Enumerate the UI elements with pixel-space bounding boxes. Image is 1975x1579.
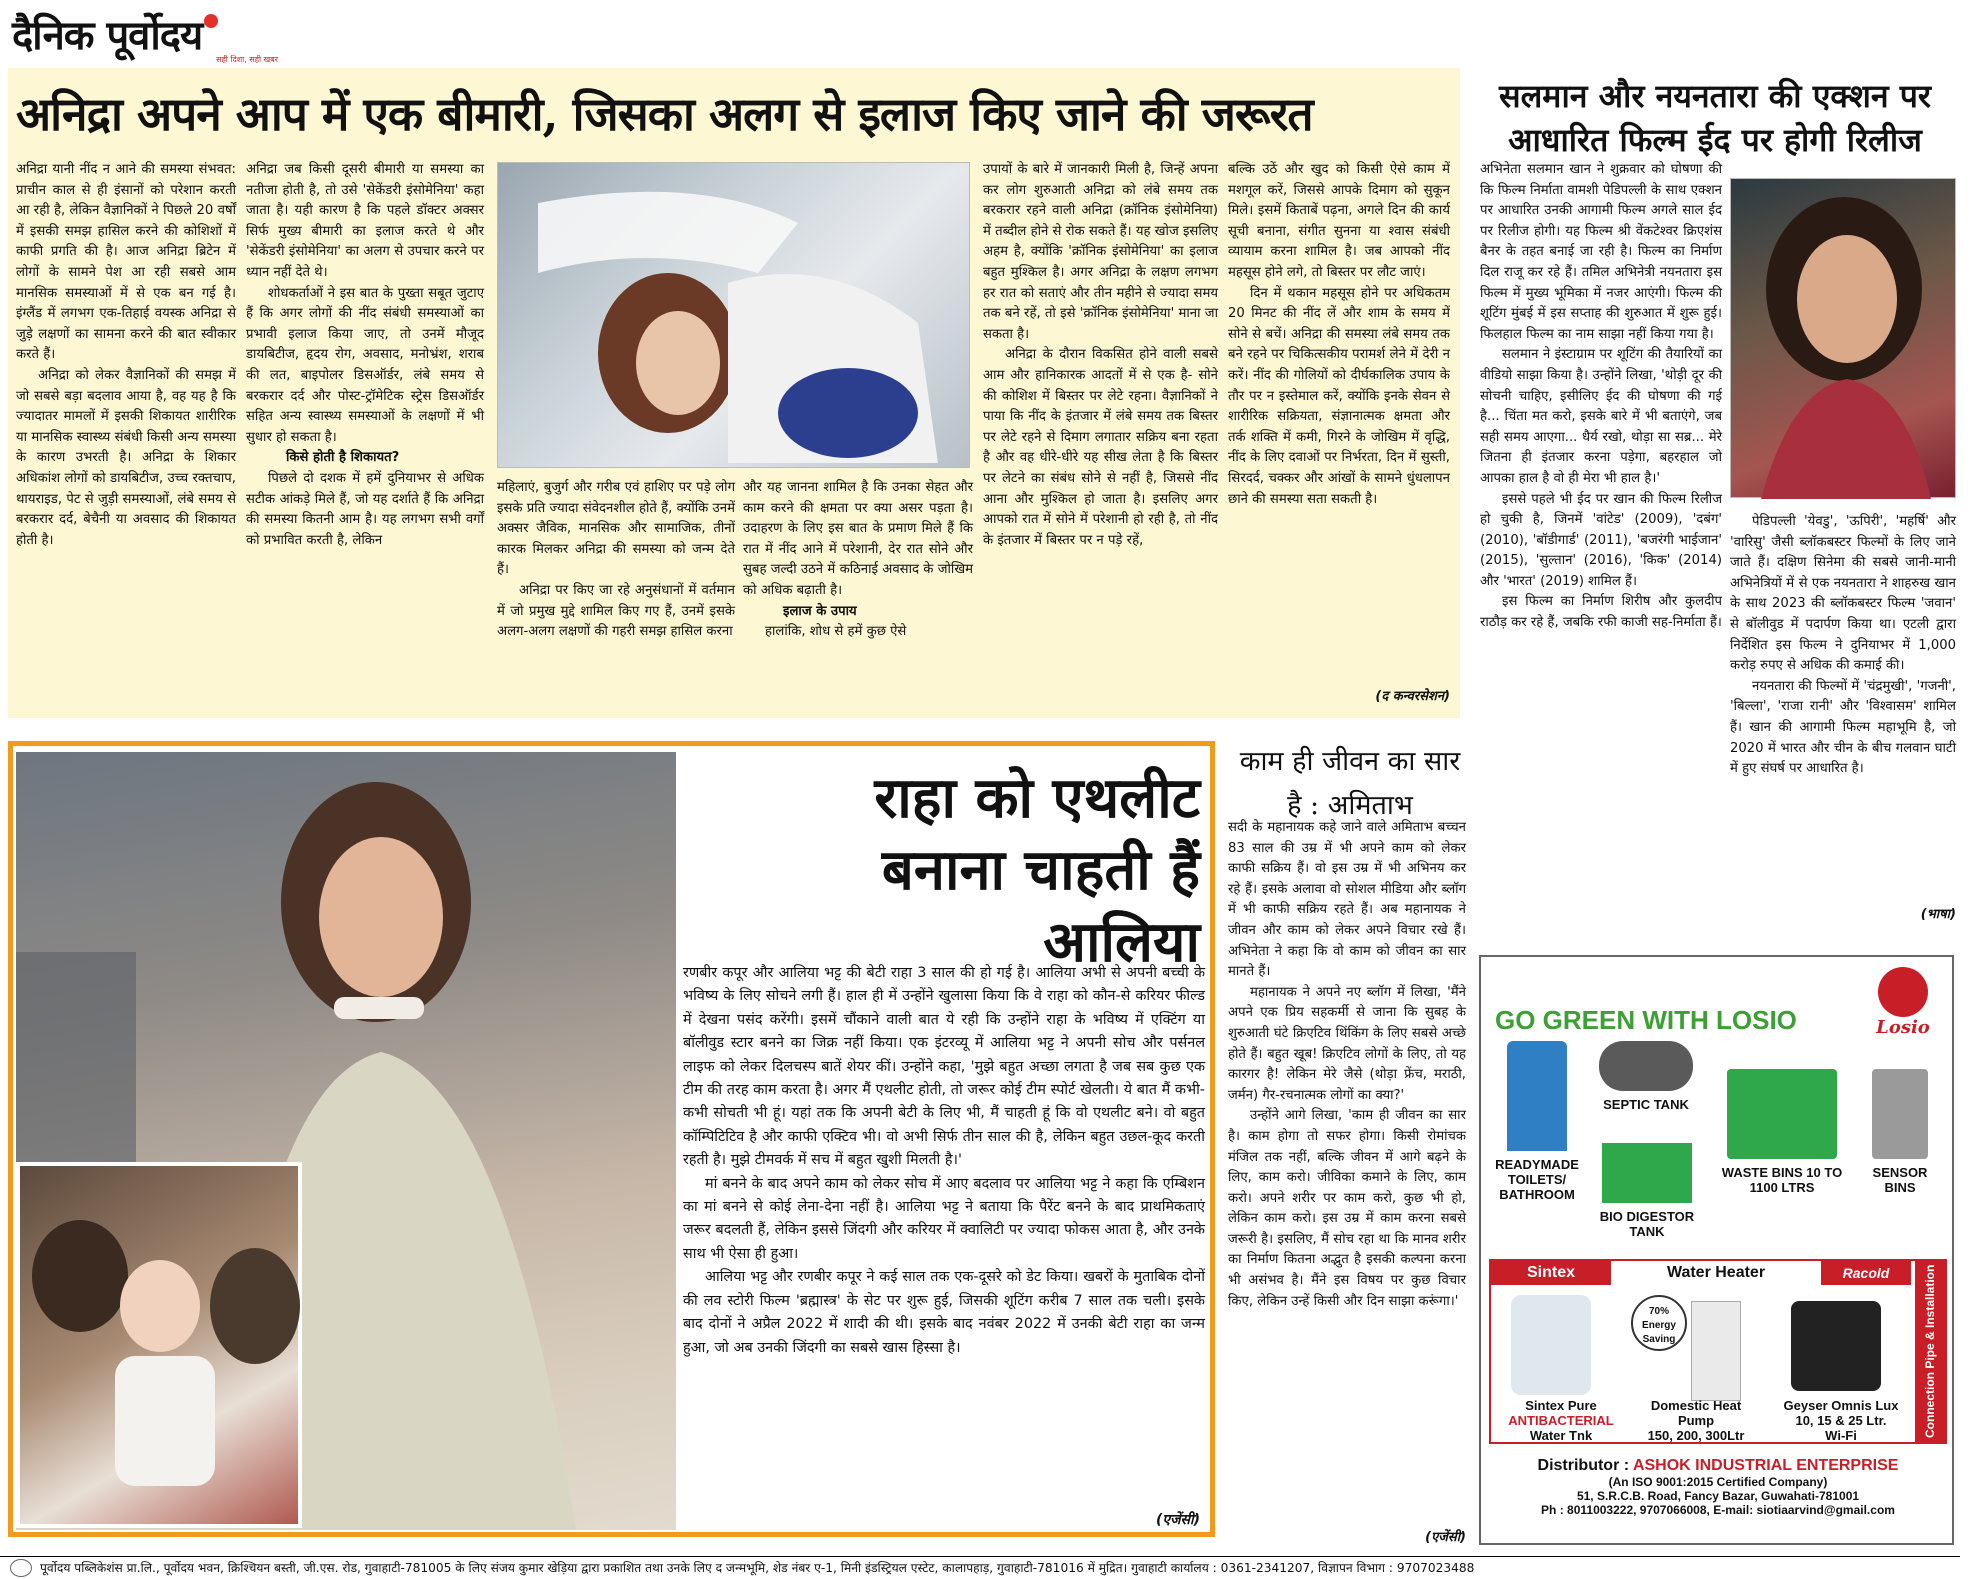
main-byline: (द कन्वरसेशन) [1375, 689, 1450, 704]
energy-saving-badge: 70% Energy Saving [1631, 1295, 1687, 1351]
main-headline: अनिद्रा अपने आप में एक बीमारी, जिसका अलग से इलाज किए जाने की जरूरत [16, 87, 1313, 141]
product-toilet [1491, 1041, 1583, 1202]
main-col2-p2: शोधकर्ताओं ने इस बात के पुख्ता सबूत जुटाए हैं कि अगर लोगों की नींद संबंधी समस्याओं का प्रभावी इलाज किया जाए, तो उनमें मौजूद डायबिटीज, हृदय रोग, अवसाद, मनोभ्रंश, शराब की लत, बाइपोलर डिसऑर्डर, लंबे समय से बरकरार दर्द और पोस्ट-ट्रॉमेटिक स्ट्रेस डिसऑर्डर सहित अन्य स्वास्थ्य समस्याओं के लक्षणों में भी सुधार हो सकता है। [246, 285, 484, 445]
alia-byline: (एजेंसी) [1155, 1512, 1200, 1528]
main-col6-p2: दिन में थकान महसूस होने पर अधिकतम 20 मिनट की नींद लें और शाम के समय में सोने से बचें। अनिद्रा की समस्या लंबे समय तक बने रहने पर चिकित्सकीय परामर्श लेने में देरी न करें। नींद की गोलियों को दीर्घकालिक उपाय के तौर पर न इस्तेमाल करें, क्योंकि इनके सेवन से शारीरिक सक्रियता, संज्ञानात्मक क्षमता और तर्क शक्ति में कमी, गिरने के जोखिम में वृद्धि, नींद के लिए दवाओं पर निर्भरता, दिन में सुस्ती, सिरदर्द, चक्कर और आंखों के सामने धुंधलापन छाने की समस्या सता सकती है। [1228, 285, 1450, 507]
distributor-block [1487, 1457, 1949, 1517]
main-col3-p1: महिलाएं, बुजुर्ग और गरीब एवं हाशिए पर पड़े लोग इसके प्रति ज्यादा संवेदनशील होते हैं, क्योंकि उनमें अक्सर जैविक, मानसिक और सामाजिक, तीनों कारक मिलकर अनिद्रा की समस्या को जन्म देते हैं। [497, 480, 735, 578]
main-col-6 [1228, 160, 1450, 680]
amitabh-body [1228, 818, 1466, 1524]
amitabh-headline: काम ही जीवन का सार है : अमिताभ [1239, 746, 1461, 821]
heat-pump-sub: Pump [1677, 1413, 1715, 1428]
free-installation-banner: Connection Pipe & Installation FREE [1915, 1261, 1945, 1442]
product-toilet-label: READYMADE TOILETS/ BATHROOM [1495, 1157, 1579, 1202]
geyser-wifi: Wi-Fi [1825, 1428, 1857, 1443]
amitabh-byline: (एजेंसी) [1425, 1530, 1466, 1545]
distributor-name: ASHOK INDUSTRIAL ENTERPRISE [1632, 1457, 1899, 1474]
salman-p1: अभिनेता सलमान खान ने शुक्रवार को घोषणा की कि फिल्म निर्माता वामशी पेडिपल्ली के साथ एक्शन पर आधारित उनकी आगामी फिल्म अगले साल ईद पर रिलीज होगी। यह फिल्म श्री वेंकटेश्वर क्रिएशंस बैनर के तहत बनाई जा रही है। फिल्म का निर्माण दिल राजू कर रहे हैं। तमिल अभिनेत्री नयनतारा इस फिल्म में मुख्य भूमिका में नजर आएंगी। फिल्म की शूटिंग मुंबई में इस सप्ताह की शुरुआत में शुरू हुई। फिलहाल फिल्म का नाम साझा नहीं किया गया है। [1480, 162, 1722, 342]
waste-bin-icon [1727, 1069, 1837, 1159]
product-sensorbins-label: SENSOR BINS [1872, 1165, 1928, 1195]
amitabh-p3: उन्होंने आगे लिखा, 'काम ही जीवन का सार है। काम होगा तो सफर होगा। किसी रोमांचक मंजिल तक नहीं, बल्कि जीवन में आगे बढ़ने के लिए, काम करो। जीविका कमाने के लिए, काम करो। अपने शरीर पर काम करो, कुछ भी हो, लेकिन काम करो। इस उम्र में काम करना सबसे जरूरी है। इसलिए, मैं सोच रहा था कि मानव शरीर का निर्माण कितना अद्भुत है इसकी कल्पना करना भी असंभव है। मैंने इस विषय पर कुछ विचार किए, लेकिन उन्हें किसी और दिन साझा करूंगा।' [1228, 1108, 1466, 1309]
alia-p2: मां बनने के बाद अपने काम को लेकर सोच में आए बदलाव पर आलिया भट्ट ने कहा कि एम्बिशन का मां बनने से कोई लेना-देना नहीं है। आलिया भट्ट ने बताया कि पैरेंट बनने के बाद प्राथमिकताएं जरूर बदलती हैं, लेकिन इससे जिंदगी और करियर में क्वालिटी पर ज्यादा फोकस आता है, और उनके साथ भी ऐसा ही हुआ। [683, 1175, 1205, 1262]
alia-headline-line2: बनाना चाहती हैं [881, 837, 1200, 903]
losio-logo-icon [1878, 967, 1928, 1017]
sintex-racold-panel [1489, 1259, 1967, 1444]
salman-byline: (भाषा) [1920, 907, 1956, 922]
amitabh-p1: सदी के महानायक कहे जाने वाले अमिताभ बच्चन 83 साल की उम्र में भी अपने काम को लेकर काफी सक्रिय हैं। वो इस उम्र में भी अभिनय कर रहे हैं। इसके अलावा वो सोशल मीडिया और ब्लॉग में भी काफी सक्रिय रहते हैं। अब महानायक ने जीवन और काम को लेकर अपने विचार रखे हैं। अभिनेता ने कहा कि वो काम को जीवन का सार मानते हैं। [1228, 820, 1466, 980]
salman-p6: नयनतारा की फिल्मों में 'चंद्रमुखी', 'गजनी', 'बिल्ला', 'राजा रानी' और 'विश्वासम' शामिल हैं। खान की आगामी फिल्म महाभूमि है, जो 2020 में भारत और चीन के बीच गलवान घाटी में हुए संघर्ष पर आधारित है। [1730, 678, 1956, 777]
product-septic [1591, 1041, 1701, 1112]
masthead-dot-icon [204, 14, 218, 28]
product-wastebins [1717, 1069, 1847, 1195]
masthead-title: दैनिक पूर्वोदय [12, 12, 203, 59]
distributor-line [1487, 1457, 1949, 1475]
main-col2-p3: पिछले दो दशक में हमें दुनियाभर से अधिक सटीक आंकड़े मिले हैं, जो यह दर्शाते हैं कि अनिद्रा की समस्या कितनी आम है। यह लगभग सभी वर्गों को प्रभावित करती है, लेकिन [246, 470, 484, 548]
main-col2-p1: अनिद्रा जब किसी दूसरी बीमारी या समस्या का नतीजा होती है, तो उसे 'सेकेंडरी इंसोमेनिया' कहा जाता है। यही कारण है कि पहले डॉक्टर अक्सर सिर्फ मुख्य बीमारी का इलाज करते थे और 'सेकेंडरी इंसोमेनिया' का अलग से उपचार करने पर ध्यान नहीं देते थे। [246, 162, 484, 280]
salman-p2: सलमान ने इंस्टाग्राम पर शूटिंग की तैयारियों का वीडियो साझा किया है। उन्होंने लिखा, 'थोड़ी दूर की सोचनी चाहिए, इसीलिए ईद की घोषणा की गई है... चिंता मत करो, इसके बारे में भी बताएंगे, जब सही समय आएगा... धैर्य रखो, थोड़ा सा सब्र... मेरे जितना ही इंतजार करना पड़ेगा, बहरहाल जो आपका हाल है वो ही मेरा भी हाल है।' [1480, 347, 1722, 486]
main-col-5 [983, 160, 1218, 705]
main-col3-p2: अनिद्रा पर किए जा रहे अनुसंधानों में वर्तमान में जो प्रमुख मुद्दे शामिल किए गए हैं, उनमें इसके अलग-अलग लक्षणों की गहरी समझ हासिल करना [497, 582, 735, 640]
main-col4-p2: हालांकि, शोध से हमें कुछ ऐसे [765, 624, 907, 640]
sintex-pure-name: Sintex Pure [1525, 1398, 1597, 1413]
family-inset-photo [16, 1162, 302, 1528]
water-tank-icon [1511, 1295, 1591, 1395]
main-col5-p2: अनिद्रा के दौरान विकसित होने वाली सबसे आम और हानिकारक आदतों में से एक है- सोने की कोशिश में बिस्तर पर लेटे रहना। वैज्ञानिकों ने पाया कि नींद के इंतजार में लंबे समय तक बिस्तर पर लेटे रहने से दिमाग लगातार सक्रिय बना रहता है और वह धीरे-धीरे यह सीख लेता है कि बिस्तर पर लेटने का संबंध सोने से नहीं है, जिससे नींद आना और मुश्किल हो जाता है। इसलिए अगर आपको रात में सोने में परेशानी हो रही है, तो नींद के इंतजार में बिस्तर पर न पड़े रहें, [983, 347, 1218, 548]
heat-pump-icon [1691, 1301, 1741, 1401]
sintex-pure-item [1501, 1398, 1621, 1443]
geyser-name: Geyser Omnis Lux [1783, 1398, 1899, 1413]
product-biodigestor-label: BIO DIGESTOR TANK [1599, 1209, 1695, 1239]
alia-p3: आलिया भट्ट और रणबीर कपूर ने कई साल तक एक-दूसरे को डेट किया। खबरों के मुताबिक दोनों की लव स्टोरी फिल्म 'ब्रह्मास्त्र' के सेट पर शुरू हुई, जिसकी शूटिंग करीब 7 साल तक चली। इसके बाद दोनों ने अप्रैल 2022 में शादी की थी। इसके बाद नवंबर 2022 में उनकी बेटी राहा का जन्म हुआ, जो अब उनकी जिंदगी का सबसे खास हिस्सा है। [683, 1269, 1205, 1356]
heat-pump-item [1631, 1398, 1761, 1443]
geyser-icon [1791, 1301, 1881, 1391]
main-col-4 [743, 478, 973, 708]
sintex-logo: Sintex [1491, 1261, 1611, 1285]
nayanthara-photo [1730, 178, 1956, 498]
alia-headline-line3: आलिया [1043, 909, 1200, 975]
heat-pump-name: Domestic Heat [1650, 1398, 1742, 1413]
main-col-3 [497, 478, 735, 708]
salman-col-2 [1730, 512, 1956, 892]
amitabh-p2: महानायक ने अपने नए ब्लॉग में लिखा, 'मैंने अपने एक प्रिय सहकर्मी से जाना कि सुबह के शुरुआती घंटे क्रिएटिव थिंकिंग के लिए सबसे अच्छे होते हैं। बहुत खूब! क्रिएटिव लोगों के लिए, तो यह कारगर है! लेकिन मेरे जैसे (थोड़ा फ्रेंच, मराठी, जर्मन) गैर-रचनात्मक लोगों का क्या?' [1228, 984, 1466, 1103]
salman-p5: पेडिपल्ली 'येवडु', 'ऊपिरी', 'महर्षि' और 'वारिसु' जैसी ब्लॉकबस्टर फिल्मों के लिए जाने जाते हैं। दक्षिण सिनेमा की सबसे जानी-मानी अभिनेत्रियों में से एक नयनतारा ने शाहरुख खान के साथ 2023 की ब्लॉकबस्टर फिल्म 'जवान' से बॉलीवुड में पदार्पण किया था। एटली द्वारा निर्देशित इस फिल्म ने दुनियाभर में 1,000 करोड़ रुपए से अधिक की कमाई की। [1730, 514, 1956, 674]
heat-pump-sizes: 150, 200, 300Ltr [1647, 1428, 1745, 1443]
salman-headline: सलमान और नयनतारा की एक्शन पर आधारित फिल्म ईद पर होगी रिलीज [1498, 77, 1932, 159]
distributor-contact: Ph : 8011003222, 9707066008, E-mail: siotiaarvind@gmail.com [1541, 1503, 1895, 1517]
advertisement [1479, 955, 1967, 1545]
main-col-1 [16, 160, 236, 705]
losio-title: GO GREEN WITH LOSIO [1495, 1005, 1797, 1035]
bio-digestor-icon [1602, 1143, 1692, 1203]
alia-headline-line1: राहा को एथलीट [874, 765, 1200, 831]
main-col4-p1: और यह जानना शामिल है कि उनका सेहत और काम करने की क्षमता पर क्या असर पड़ता है। उदाहरण के लिए इस बात के प्रमाण मिले हैं कि रात में नींद आने में परेशानी, देर रात सोने और सुबह जल्दी उठने में कठिनाई अवसाद के जोखिम को अधिक बढ़ाती है। [743, 480, 973, 598]
losio-brand: Losio [1876, 1017, 1930, 1038]
main-col2-subhead: किसे होती है शिकायत? [286, 450, 400, 466]
imprint-footer: पूर्वोदय पब्लिकेशंस प्रा.लि., पूर्वोदय भवन, क्रिश्चियन बस्ती, जी.एस. रोड, गुवाहाटी-781005 के लिए संजय कुमार खेड़िया द्वारा प्रकाशित तथा उनके लिए द जन्मभूमि, शेड नंबर ए-1, मिनी इंडस्ट्रियल एस्टेट, कालापहाड़, गुवाहाटी-781016 में मुद्रित। गुवाहाटी कार्यालय : 0361-2341207, विज्ञापन विभाग : 9707023488 [0, 1556, 1960, 1579]
racold-logo: Racold [1821, 1261, 1911, 1285]
distributor-cert: (An ISO 9001:2015 Certified Company) [1608, 1475, 1828, 1489]
main-col4-subhead: इलाज के उपाय [783, 603, 857, 619]
alia-p1: रणबीर कपूर और आलिया भट्ट की बेटी राहा 3 साल की हो गई है। आलिया अभी से अपनी बच्ची के भविष्य के लिए सोचने लगी हैं। हाल ही में उन्होंने खुलासा किया कि वे राहा को कौन-से करियर फील्ड में देखना पसंद करेंगी। इसमें चौंकाने वाली बात ये रही कि उन्होंने राहा के भविष्य में एक्टिंग या बॉलीवुड स्टार बनने का जिक्र नहीं किया। एक इंटरव्यू में आलिया भट्ट ने अपनी सोच और पर्सनल लाइफ को लेकर दिलचस्प बातें शेयर कीं। उन्होंने कहा, 'मुझे बहुत अच्छा लगता है जब सब कुछ एक टीम की तरह काम करता है। अगर मैं एथलीट होती, तो जरूर कोई टीम स्पोर्ट खेलती। ये बात मैं कभी-कभी सोचती भी हूं। यहां तक कि अपनी बेटी के लिए भी, मैं चाहती हूं कि वो एथलीट बने। वो बहुत कॉम्पिटिटिव है और काफी एक्टिव भी। वो अभी सिर्फ तीन साल की है, लेकिन बहुत उछल-कूद करती रहती है। मुझे टीमवर्क में सच में बहुत खुशी मिलती है।' [683, 965, 1205, 1169]
product-biodigestor [1591, 1143, 1703, 1239]
product-wastebins-label: WASTE BINS 10 TO 1100 LTRS [1721, 1165, 1843, 1195]
main-col6-p1: बल्कि उठें और खुद को किसी ऐसे काम में मशगूल करें, जिससे आपके दिमाग को सुकून मिले। इसमें किताबें पढ़ना, अगले दिन की कार्य सूची बनाना, संगीत सुनना या श्वास संबंधी व्यायाम करना शामिल है। जब आपको नींद महसूस होने लगे, तो बिस्तर पर लौट जाएं। [1228, 162, 1450, 280]
main-col1-p1: अनिद्रा यानी नींद न आने की समस्या संभवत: प्राचीन काल से ही इंसानों को परेशान करती आ रही है, लेकिन वैज्ञानिकों ने पिछले 20 वर्षों में इसकी समझ हासिल करने की कोशिशों में काफी प्रगति की है। आज अनिद्रा ब्रिटेन में लोगों के सामने पेश आ रही सबसे आम मानसिक समस्याओं में से एक बन गई है। इंग्लैंड में लगभग एक-तिहाई वयस्क अनिद्रा से जुड़े लक्षणों का सामना करने की बात स्वीकार करते हैं। [16, 162, 236, 363]
masthead-tagline: सही दिशा, सही खबर [216, 55, 278, 64]
sensor-bin-icon [1872, 1069, 1928, 1159]
alia-headline [690, 762, 1200, 978]
main-col5-p1: उपायों के बारे में जानकारी मिली है, जिन्हें अपना कर लोग शुरुआती अनिद्रा को लंबे समय तक बरकरार रहने वाली अनिद्रा (क्रॉनिक इंसोमेनिया) में तब्दील होने से रोक सकते हैं। यह खोज इसलिए अहम है, क्योंकि 'क्रॉनिक इंसोमेनिया' का इलाज बहुत मुश्किल है। अगर अनिद्रा के लक्षण लगभग हर रात को सताएं और तीन महीने से ज्यादा समय तक बने रहें, तो इसे 'क्रॉनिक इंसोमेनिया' माना जा सकता है। [983, 162, 1218, 342]
sintex-pure-type: Water Tnk [1529, 1428, 1593, 1443]
losio-logo [1868, 967, 1938, 1037]
septic-tank-icon [1599, 1041, 1693, 1091]
geyser-sizes: 10, 15 & 25 Ltr. [1795, 1413, 1887, 1428]
salman-col-1 [1480, 160, 1722, 705]
geyser-item [1771, 1398, 1911, 1443]
product-sensorbins [1857, 1069, 1943, 1195]
distributor-address: 51, S.R.C.B. Road, Fancy Bazar, Guwahati-781001 [1576, 1489, 1860, 1503]
salman-p4: इस फिल्म का निर्माण शिरीष और कुलदीप राठौड़ कर रहे हैं, जबकि रफी काजी सह-निर्माता हैं। [1480, 594, 1722, 631]
masthead [12, 6, 282, 72]
toilet-icon [1507, 1041, 1567, 1151]
distributor-label: Distributor : [1537, 1457, 1630, 1474]
water-heater-title: Water Heater [1666, 1264, 1766, 1281]
sintex-pure-sub: ANTIBACTERIAL [1508, 1413, 1614, 1428]
product-septic-label: SEPTIC TANK [1603, 1097, 1689, 1112]
main-col-2 [246, 160, 484, 705]
salman-p3: इससे पहले भी ईद पर खान की फिल्म रिलीज हो चुकी है, जिनमें 'वांटेड' (2009), 'दबंग' (2010), 'बॉडीगार्ड' (2011), 'बजरंगी भाईजान' (2015), 'सुल्तान' (2016), 'किक' (2014) और 'भारत' (2019) शामिल हैं। [1480, 491, 1722, 589]
insomnia-photo [497, 162, 970, 468]
alia-body [683, 962, 1205, 1510]
main-col1-p2: अनिद्रा को लेकर वैज्ञानिकों की समझ में जो सबसे बड़ा बदलाव आया है, वह यह है कि ज्यादातर मामलों में इसकी शिकायत शारीरिक या मानसिक स्वास्थ्य संबंधी किसी अन्य समस्या के कारण उभरती है। अनिद्रा के शिकार अधिकांश लोगों को डायबिटीज, उच्च रक्तचाप, थायराइड, पेट से जुड़ी समस्याओं, लंबे समय से बरकरार दर्द, बेचैनी या अवसाद की शिकायत होती है। [16, 367, 236, 548]
